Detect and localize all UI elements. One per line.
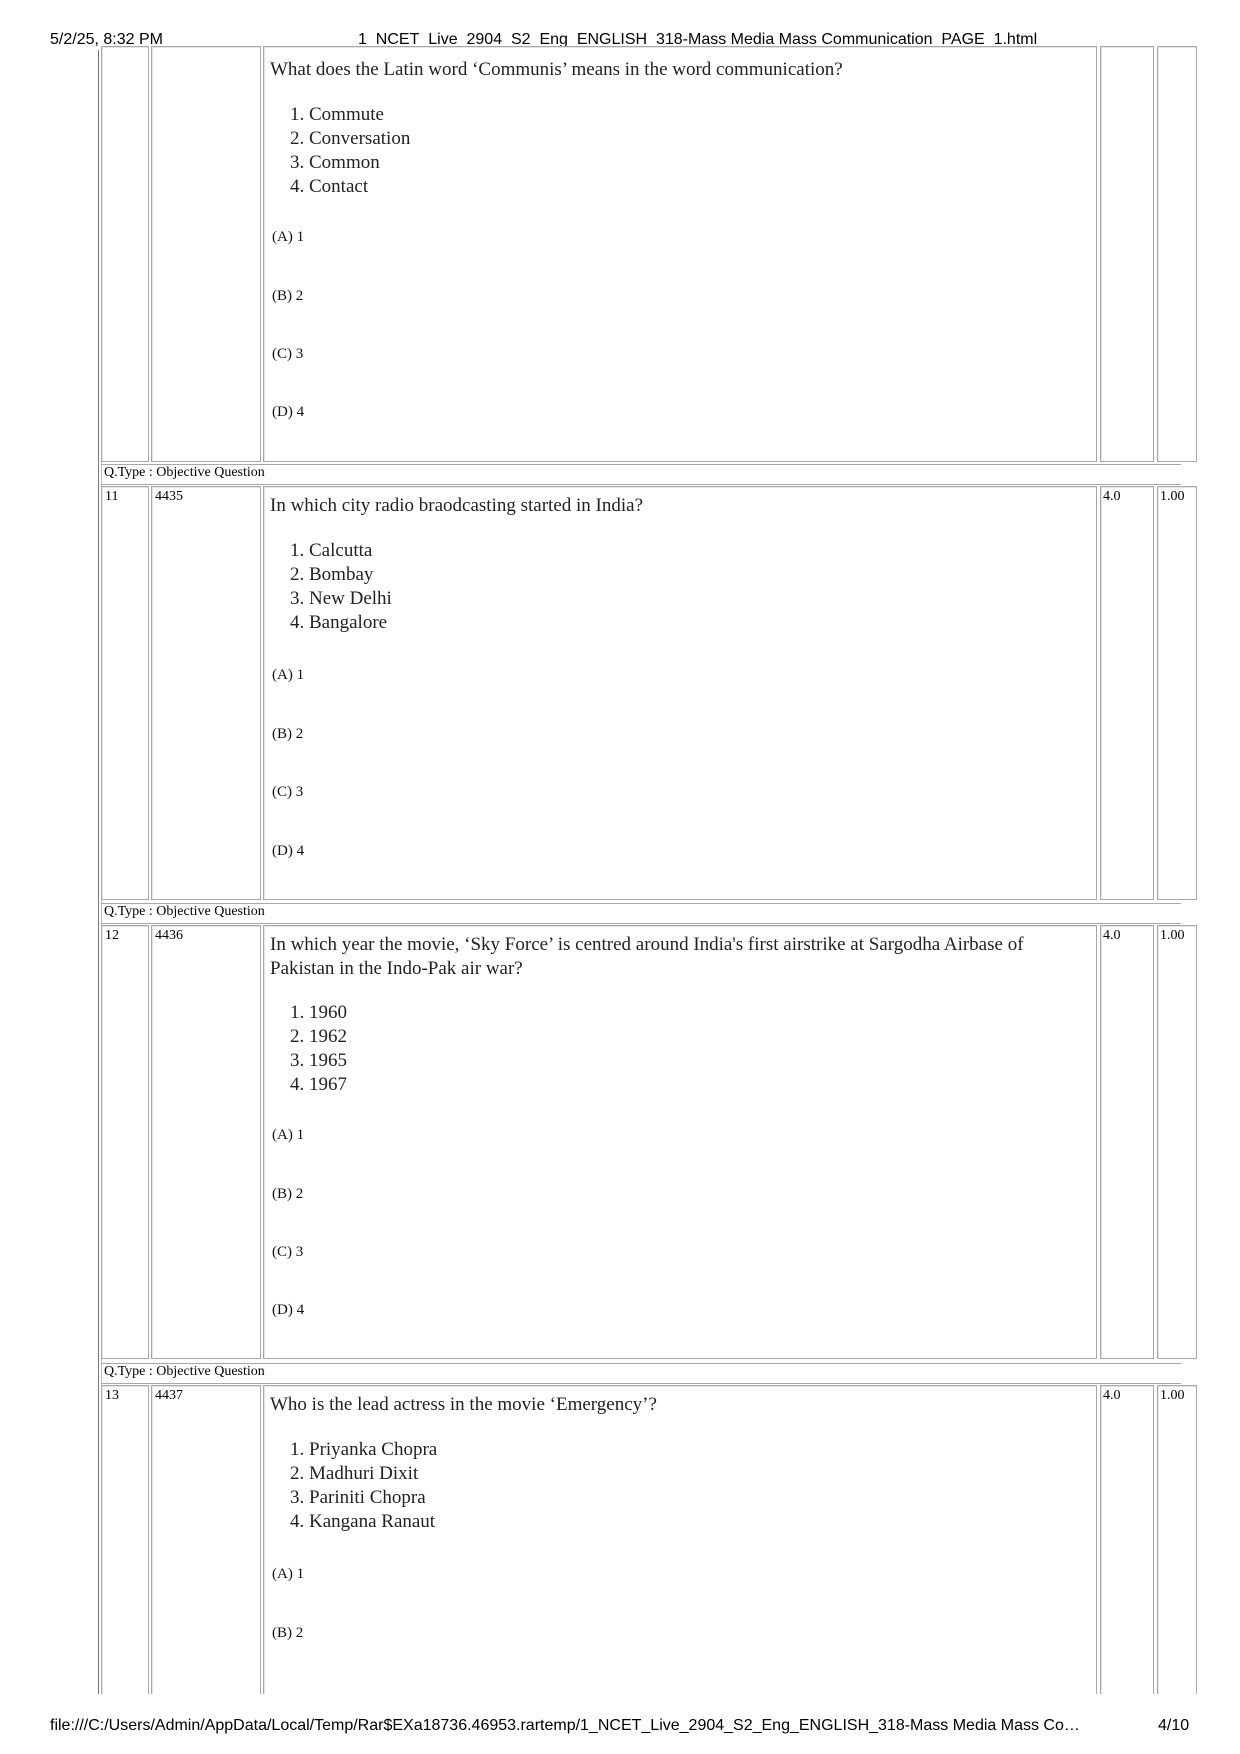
option-list (290, 1438, 437, 1534)
option-item: 2. Bombay (290, 564, 374, 585)
option-item: 3. Common (290, 152, 380, 173)
qid-cell (151, 1385, 261, 1694)
option-list (290, 1001, 347, 1097)
print-page-number: 4/10 (1158, 1717, 1190, 1734)
question-id: 4435 (155, 489, 183, 504)
question-type-label: Q.Type : Objective Question (104, 1364, 265, 1379)
option-item: 2. 1962 (290, 1026, 347, 1047)
question-text: Who is the lead actress in the movie ‘Emergency’? (270, 1394, 657, 1415)
serial-number: 11 (105, 489, 119, 504)
answer-choice-a: (A) 1 (272, 667, 305, 683)
question-text: In which city radio braodcasting started in India? (270, 495, 644, 516)
option-list (290, 539, 392, 635)
print-title: 1_NCET_Live_2904_S2_Eng_ENGLISH_318-Mass Media Mass Communication_PAGE_1.html (358, 31, 1038, 48)
question-type-label: Q.Type : Objective Question (104, 465, 265, 480)
option-item: 4. Contact (290, 176, 369, 197)
question-id: 4437 (155, 1388, 183, 1403)
divider (101, 923, 1181, 924)
negative-marks-value: 1.00 (1160, 489, 1185, 504)
print-file-path: file:///C:/Users/Admin/AppData/Local/Temp/Rar$EXa18736.46953.rartemp/1_NCET_Live_2904_S2_Eng_ENGLISH_318-Mass Media Mass Co… (50, 1717, 1080, 1734)
answer-choice-c: (C) 3 (272, 784, 304, 800)
answer-choice-b: (B) 2 (272, 288, 304, 304)
marks-value: 4.0 (1103, 928, 1121, 943)
serial-cell (101, 46, 149, 462)
qid-cell (151, 486, 261, 900)
marks-cell (1100, 46, 1154, 462)
option-item: 2. Conversation (290, 128, 411, 149)
marks-cell (1100, 1385, 1154, 1694)
negative-marks-cell (1157, 486, 1197, 900)
answer-choice-d: (D) 4 (272, 843, 305, 859)
option-item: 3. 1965 (290, 1050, 347, 1071)
marks-value: 4.0 (1103, 1388, 1121, 1403)
serial-cell (101, 1385, 149, 1694)
divider (101, 484, 1181, 485)
option-item: 3. Pariniti Chopra (290, 1487, 426, 1508)
answer-choice-b: (B) 2 (272, 726, 304, 742)
question-text: In which year the movie, ‘Sky Force’ is centred around India's first airstrike at Sargodha Airbase of Pakistan in the Indo-Pak air war? (270, 934, 1024, 979)
option-item: 3. New Delhi (290, 588, 392, 609)
serial-cell (101, 486, 149, 900)
negative-marks-cell (1157, 46, 1197, 462)
answer-choice-c: (C) 3 (272, 1244, 304, 1260)
marks-cell (1100, 486, 1154, 900)
divider (101, 1383, 1181, 1384)
answer-choice-a: (A) 1 (272, 1127, 305, 1143)
serial-number: 12 (105, 928, 119, 943)
option-list (290, 103, 410, 199)
serial-cell (101, 925, 149, 1359)
option-item: 1. Commute (290, 104, 384, 125)
qid-cell (151, 925, 261, 1359)
print-datetime: 5/2/25, 8:32 PM (50, 31, 163, 48)
table-left-border (98, 50, 99, 1694)
option-item: 1. 1960 (290, 1002, 347, 1023)
question-cell (263, 925, 1097, 1359)
answer-choice-b: (B) 2 (272, 1625, 304, 1641)
option-item: 4. Bangalore (290, 612, 388, 633)
option-item: 2. Madhuri Dixit (290, 1463, 419, 1484)
answer-choice-c: (C) 3 (272, 346, 304, 362)
option-item: 4. 1967 (290, 1074, 347, 1095)
question-id: 4436 (155, 928, 183, 943)
answer-choice-a: (A) 1 (272, 229, 305, 245)
answer-choice-a: (A) 1 (272, 1566, 305, 1582)
marks-value: 4.0 (1103, 489, 1121, 504)
serial-number: 13 (105, 1388, 119, 1403)
negative-marks-cell (1157, 1385, 1197, 1694)
question-type-label: Q.Type : Objective Question (104, 904, 265, 919)
option-item: 4. Kangana Ranaut (290, 1511, 436, 1532)
negative-marks-value: 1.00 (1160, 928, 1185, 943)
answer-choice-d: (D) 4 (272, 1302, 305, 1318)
answer-choice-d: (D) 4 (272, 404, 305, 420)
negative-marks-cell (1157, 925, 1197, 1359)
answer-choice-b: (B) 2 (272, 1186, 304, 1202)
negative-marks-value: 1.00 (1160, 1388, 1185, 1403)
option-item: 1. Calcutta (290, 540, 373, 561)
question-cell (263, 1385, 1097, 1694)
marks-cell (1100, 925, 1154, 1359)
qid-cell (151, 46, 261, 462)
question-text: What does the Latin word ‘Communis’ means in the word communication? (270, 59, 843, 80)
option-item: 1. Priyanka Chopra (290, 1439, 438, 1460)
